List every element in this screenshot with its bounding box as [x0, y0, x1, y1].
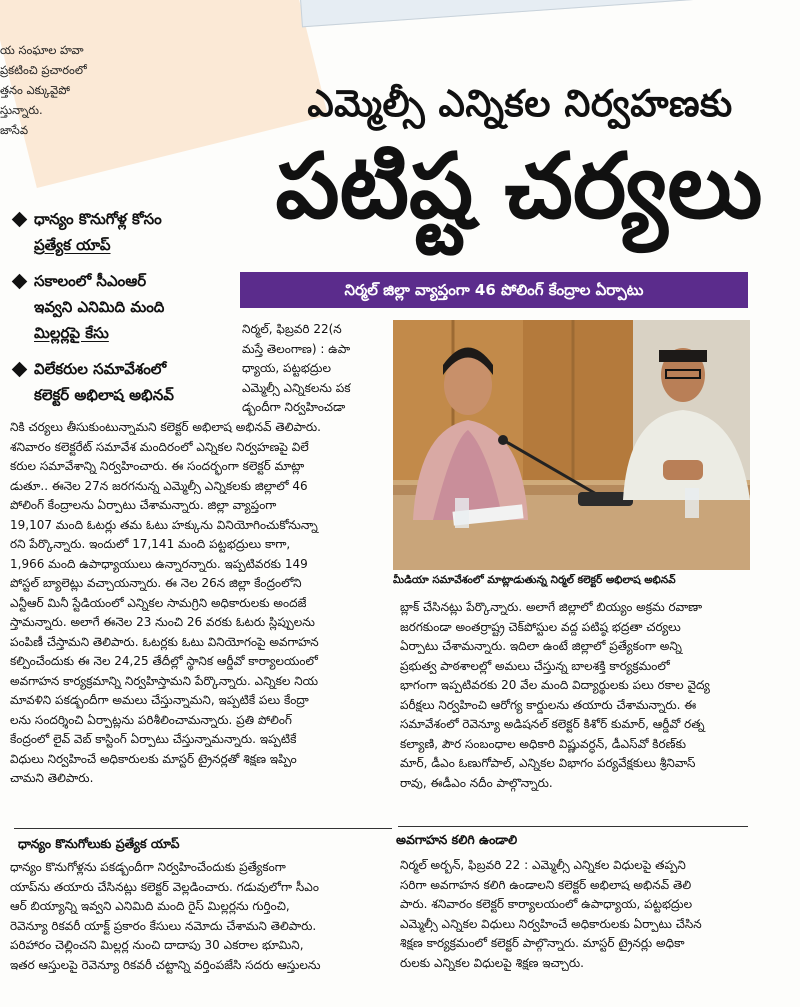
text-line: రులకు ఎన్నికల విధులపై శిక్షణ ఇచ్చారు.	[400, 955, 584, 970]
text-line: పంపిణీ చేస్తామని తెలిపారు. ఓటర్లకు ఓటు వినియోగంపై అవగాహన	[10, 634, 319, 649]
highlight-line: కలెక్టర్ అభిలాష అభినవ్	[34, 386, 174, 404]
section-divider	[14, 828, 392, 829]
highlight-line: విలేకరుల సమావేశంలో	[34, 360, 167, 378]
highlight-line: సకాలంలో సీఎంఆర్	[34, 272, 147, 290]
text-line: 1,966 మంది ఉపాధ్యాయులు ఉన్నారన్నారు. ఇప్పటివరకు 149	[10, 556, 308, 571]
text-line: స్తున్నారు.	[0, 103, 43, 117]
text-line: ప్రకటించి ప్రచారంలో	[0, 63, 87, 77]
text-line: మావళిని పకడ్బందీగా అమలు చేస్తున్నామని, ఇప్పటికే పలు కేంద్రా	[10, 693, 309, 707]
text-line: ప్రభుత్వ పాఠశాలల్లో అమలు చేస్తున్న బాలశక్తి కార్యక్రమంలో	[400, 658, 670, 673]
text-line: సరిగా అవగాహన కలిగి ఉండాలని కలెక్టర్ అభిలాష అభినవ్ తెలి	[400, 877, 692, 892]
headline-kicker: ఎమ్మెల్సీ ఎన్నికల నిర్వహణకు	[307, 82, 733, 125]
text-line: పోస్టల్ బ్యాలెట్లు వచ్చాయన్నారు. ఈ నెల 26న జిల్లా కేంద్రంలోని	[10, 576, 302, 590]
text-line: కల్పించేందుకు ఈ నెల 24,25 తేదీల్లో స్థానిక ఆర్డీవో కార్యాలయంలో	[10, 654, 318, 668]
text-line: ఎమ్మెల్సీ ఎన్నికల విధులు నిర్వహించే అధికారులకు ఏర్పాటు చేసిన	[400, 916, 702, 931]
text-line: పారు. శనివారం కలెక్టర్ కార్యాలయంలో ఉపాధ్యాయ, పట్టభద్రుల	[400, 897, 693, 911]
highlights-list	[12, 206, 247, 418]
text-line: కల్యాణి, పౌర సంబంధాల అధికారి విష్ణువర్ధన్, డీఎస్‌వో కిరణ్‌కు	[400, 736, 686, 751]
text-line: ఆర్ బియ్యాన్ని ఇవ్వని ఎనిమిది మంది రైస్ మిల్లర్లను గుర్తించి,	[10, 899, 290, 913]
awareness-body	[400, 856, 755, 973]
text-line: యాప్‌ను తయారు చేసినట్లు కలెక్టర్ వెల్లడించారు. గడువులోగా సీఎం	[10, 879, 319, 894]
text-line: బ్లాక్ చేసినట్లు పేర్కొన్నారు. అలాగే జిల్లాలో బియ్యం అక్రమ రవాణా	[400, 600, 703, 614]
text-line: స్తామన్నారు. అలాగే ఈనెల 23 నుంచి 26 వరకు ఓటరు స్లిప్పులను	[10, 615, 315, 629]
text-line: డుతూ.. ఈనెల 27న జరగనున్న ఎమ్మెల్సీ ఎన్నికలకు జిల్లాలో 46	[10, 478, 308, 493]
text-line: ధాన్యం కొనుగోళ్లను పకడ్బందీగా నిర్వహించేందుకు ప్రత్యేకంగా	[10, 860, 286, 874]
lead-paragraph	[242, 320, 382, 418]
right-column-body	[400, 598, 755, 793]
text-line: డ్బందీగా నిర్వహించడా	[242, 400, 346, 414]
highlight-line: మిల్లర్లపై కేసు	[34, 324, 109, 342]
text-line: ధ్యాయ, పట్టభద్రుల	[242, 361, 331, 375]
highlight-line: ఇవ్వని ఎనిమిది మంది	[34, 298, 165, 316]
highlight-item	[12, 206, 247, 258]
diamond-bullet-icon	[12, 212, 28, 228]
text-line: నిర్మల్ అర్బన్, ఫిబ్రవరి 22 : ఎమ్మెల్సీ ఎన్నికల విధులపై తప్పని	[400, 858, 686, 872]
text-line: ఇతర ఆస్తులపై రెవెన్యూ రికవరీ చట్టాన్ని వర్తింపజేసి సదరు ఆస్తులను	[10, 957, 321, 972]
highlight-item	[12, 356, 247, 408]
subhead-awareness: అవగాహన కలిగి ఉండాలి	[396, 832, 518, 847]
text-line: పోలింగ్ కేంద్రాలను ఏర్పాటు చేశామన్నారు. జిల్లా వ్యాప్తంగా	[10, 498, 277, 512]
headline-main: పటిష్ట చర్యలు	[275, 134, 763, 239]
text-line: ఎమ్మెల్సీ ఎన్నికలను పక	[242, 380, 351, 395]
text-line: ఎన్టీఆర్ మినీ స్టేడియంలో ఎన్నికల సామగ్రిని అధికారులకు అందజే	[10, 595, 307, 610]
text-line: నికి చర్యలు తీసుకుంటున్నామని కలెక్టర్ అభిలాష అభినవ్ తెలిపారు.	[10, 420, 321, 434]
press-meet-photo	[393, 320, 750, 570]
diamond-bullet-icon	[12, 274, 28, 290]
text-line: కేంద్రంలో లైవ్ వెబ్ కాస్టింగ్ ఏర్పాటు చేస్తున్నామన్నారు. ఇప్పటికే	[10, 732, 297, 746]
text-line: చామని తెలిపారు.	[10, 771, 94, 785]
photo-caption: మీడియా సమావేశంలో మాట్లాడుతున్న నిర్మల్ కలెక్టర్ అభిలాష అభినవ్	[393, 574, 676, 586]
text-line: య సంఘాల హవా	[0, 43, 84, 57]
adjacent-clipping-card	[299, 0, 743, 27]
text-line: పరిహారం చెల్లించని మిల్లర్ల నుంచి దాదాపు 30 ఎకరాల భూమిని,	[10, 938, 304, 952]
text-line: శనివారం కలెక్టరేట్ సమావేశ మందిరంలో ఎన్నికల నిర్వహణపై విలే	[10, 439, 309, 454]
text-line: సమావేశంలో రెవెన్యూ అడిషనల్ కలెక్టర్ కిశోర్ కుమార్, ఆర్డీవో రత్న	[400, 717, 705, 731]
text-line: లను సందర్శించి ఏర్పాట్లను పరిశీలించామన్నారు. ప్రతి పోలింగ్	[10, 712, 292, 727]
paddy-app-body	[10, 858, 392, 975]
text-line: శిక్షణ కార్యక్రమంలో కలెక్టర్ పాల్గొన్నారు. మాస్టర్ ట్రైనర్లు అధికా	[400, 936, 685, 950]
text-line: ఏర్పాటు చేశామన్నారు. ఇదిలా ఉంటే జిల్లాలో ప్రత్యేకంగా అన్ని	[400, 639, 682, 653]
text-line: భాగంగా ఇప్పటివరకు 20 వేల మంది విద్యార్థులకు పలు రకాల వైద్య	[400, 678, 710, 692]
previous-article-text	[0, 40, 140, 140]
text-line: పరీక్షలు నిర్వహించి ఆరోగ్య కార్డులను తయారు చేశామన్నారు. ఈ	[400, 697, 697, 712]
text-line: విధులు నిర్వహించే అధికారులకు మాస్టర్ ట్రైనర్లతో శిక్షణ ఇప్పిం	[10, 751, 297, 766]
text-line: మస్తే తెలంగాణ) : ఉపా	[242, 341, 351, 356]
text-line: జరగకుండా అంతర్రాష్ట్ర చెక్‌పోస్టుల వద్ద పటిష్ఠ భద్రతా చర్యలు	[400, 619, 681, 634]
section-divider	[398, 826, 748, 827]
subhead-paddy-app: ధాన్యం కొనుగోలుకు ప్రత్యేక యాప్	[18, 836, 180, 851]
highlight-line: ధాన్యం కొనుగోళ్ల కోసం	[34, 210, 162, 228]
text-line: త్తనం ఎక్కువైపో	[0, 83, 70, 97]
text-line: రావు, ఈడీఎం నదీం పాల్గొన్నారు.	[400, 775, 553, 790]
diamond-bullet-icon	[12, 362, 28, 378]
photo-illustration	[393, 320, 750, 570]
main-article-body	[10, 418, 392, 789]
text-line: మార్, డీఎం ఓణుగోపాల్, ఎన్నికల విభాగం పర్యవేక్షకులు శ్రీనివాస్	[400, 756, 696, 770]
highlight-item	[12, 268, 247, 346]
text-line: 19,107 మంది ఓటర్లు తమ ఓటు హక్కును వినియోగించుకోనున్నా	[10, 517, 318, 532]
text-line: నిర్మల్, ఫిబ్రవరి 22(న	[242, 322, 342, 336]
text-line: కరుల సమావేశాన్ని నిర్వహించారు. ఈ సందర్భంగా కలెక్టర్ మాట్లా	[10, 459, 305, 473]
highlight-line: ప్రత్యేక యాప్	[34, 236, 111, 254]
text-line: రని పేర్కొన్నారు. ఇందులో 17,141 మంది పట్టభద్రులు కాగా,	[10, 537, 291, 551]
text-line: అవగాహన కార్యక్రమాన్ని నిర్వహిస్తామని పేర్కొన్నారు. ఎన్నికల నియ	[10, 673, 319, 688]
subheadline-banner: నిర్మల్ జిల్లా వ్యాప్తంగా 46 పోలింగ్ కేంద్రాల ఏర్పాటు	[240, 272, 748, 308]
text-line: రెవెన్యూ రికవరీ యాక్ట్ ప్రకారం కేసులు నమోదు చేశామని తెలిపారు.	[10, 918, 317, 933]
text-line: జాసేవ	[0, 123, 29, 137]
